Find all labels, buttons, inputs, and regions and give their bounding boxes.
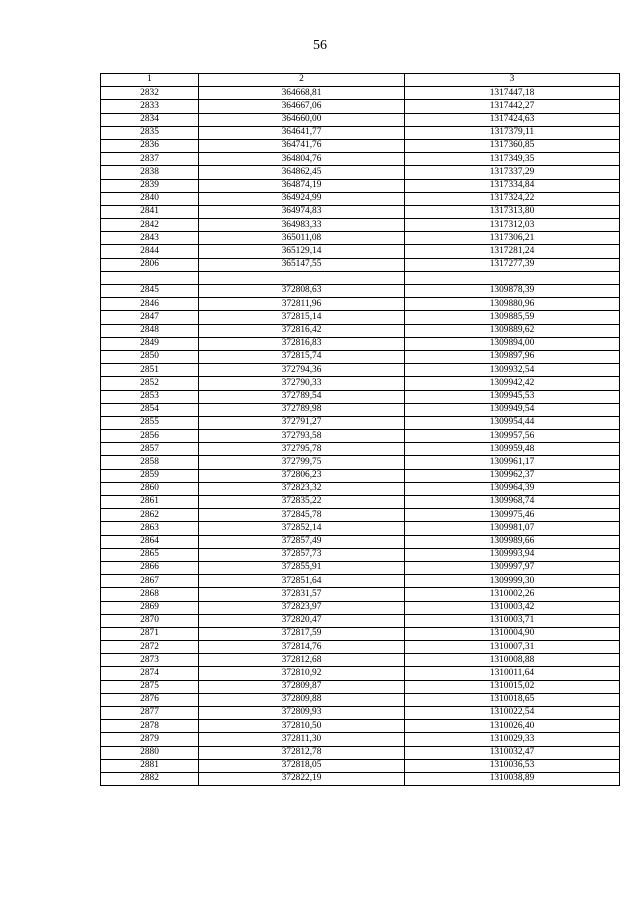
table-cell: 2869: [101, 601, 199, 614]
table-cell: 372806,23: [199, 469, 405, 482]
table-cell: 2878: [101, 720, 199, 733]
table-cell: 2842: [101, 219, 199, 232]
table-cell: 2859: [101, 469, 199, 482]
table-cell: 372851,64: [199, 575, 405, 588]
table-row: [101, 377, 620, 390]
table-row: [101, 482, 620, 495]
table-row: [101, 153, 620, 166]
table-cell: 1317379,11: [405, 126, 620, 139]
table-cell: 1309997,97: [405, 561, 620, 574]
table-row: [101, 548, 620, 561]
table-cell: 372791,27: [199, 416, 405, 429]
page-number: 56: [313, 38, 327, 53]
table-cell: 1309993,94: [405, 548, 620, 561]
table-cell: 372857,73: [199, 548, 405, 561]
table-header-row: [101, 74, 620, 87]
table-cell: 364641,77: [199, 126, 405, 139]
table-cell: 372812,68: [199, 654, 405, 667]
table-row: [101, 403, 620, 416]
table-cell: 372820,47: [199, 614, 405, 627]
table-row: [101, 126, 620, 139]
table-cell: 2846: [101, 298, 199, 311]
table-row: [101, 245, 620, 258]
table-cell: 1309942,42: [405, 377, 620, 390]
table-row: [101, 535, 620, 548]
table-cell: 364741,76: [199, 139, 405, 152]
table-cell: 372812,78: [199, 746, 405, 759]
table-cell: 372818,05: [199, 759, 405, 772]
table-cell: 2862: [101, 509, 199, 522]
table-row: [101, 324, 620, 337]
table-cell: 1310022,54: [405, 707, 620, 720]
table-cell: 2836: [101, 139, 199, 152]
coordinates-table: [100, 73, 620, 786]
table-cell: 2871: [101, 627, 199, 640]
table-cell: 372816,42: [199, 324, 405, 337]
table-cell: 1310002,26: [405, 588, 620, 601]
table-cell: 2838: [101, 166, 199, 179]
table-row: [101, 430, 620, 443]
table-cell: 2858: [101, 456, 199, 469]
table-cell: 1317334,84: [405, 179, 620, 192]
table-cell: 1310026,40: [405, 720, 620, 733]
table-cell: 1310003,42: [405, 601, 620, 614]
table-cell: 2873: [101, 654, 199, 667]
table-cell: 372809,87: [199, 680, 405, 693]
table-row: [101, 416, 620, 429]
table-cell: 1317324,22: [405, 192, 620, 205]
table-cell: 2865: [101, 548, 199, 561]
table-row: [101, 113, 620, 126]
table-cell: 2876: [101, 693, 199, 706]
table-cell: 2855: [101, 416, 199, 429]
table-cell: 364667,06: [199, 100, 405, 113]
table-row: [101, 139, 620, 152]
table-row: [101, 614, 620, 627]
table-cell: 2872: [101, 641, 199, 654]
column-header: 1: [101, 74, 199, 87]
table-row: [101, 641, 620, 654]
table-cell: 1309894,00: [405, 337, 620, 350]
table-row: [101, 693, 620, 706]
table-cell: 1309885,59: [405, 311, 620, 324]
table-cell: 1317424,63: [405, 113, 620, 126]
table-row: [101, 298, 620, 311]
table-cell: 372809,88: [199, 693, 405, 706]
table-cell: 372811,96: [199, 298, 405, 311]
table-row: [101, 707, 620, 720]
table-row: [101, 601, 620, 614]
table-cell: 1310032,47: [405, 746, 620, 759]
table-row: [101, 192, 620, 205]
table-cell: 1309975,46: [405, 509, 620, 522]
table-cell: 372822,19: [199, 772, 405, 785]
table-cell: 2854: [101, 403, 199, 416]
table-cell: 364974,83: [199, 205, 405, 218]
table-cell: 372811,30: [199, 733, 405, 746]
table-cell: 2835: [101, 126, 199, 139]
table-cell: 372793,58: [199, 430, 405, 443]
table-row: [101, 311, 620, 324]
table-cell: 372794,36: [199, 364, 405, 377]
table-cell: 1309878,39: [405, 285, 620, 298]
table-cell: 2834: [101, 113, 199, 126]
table-cell: 372790,33: [199, 377, 405, 390]
table-cell: 1309999,30: [405, 575, 620, 588]
table-cell: 1317277,39: [405, 258, 620, 271]
table-row: [101, 772, 620, 785]
table-cell: 2848: [101, 324, 199, 337]
table-row: [101, 285, 620, 298]
table-row: [101, 522, 620, 535]
table-cell: 2833: [101, 100, 199, 113]
table-row: [101, 390, 620, 403]
table-cell: 372789,98: [199, 403, 405, 416]
table-cell: 2853: [101, 390, 199, 403]
table-cell: 372817,59: [199, 627, 405, 640]
table-cell: 1310029,33: [405, 733, 620, 746]
table-body: [101, 87, 620, 786]
table-cell: 2832: [101, 87, 199, 100]
table-cell: 2850: [101, 350, 199, 363]
table-cell: 1309957,56: [405, 430, 620, 443]
table-cell: 1317312,03: [405, 219, 620, 232]
table-cell: 364862,45: [199, 166, 405, 179]
table-row: [101, 100, 620, 113]
table-cell: 2882: [101, 772, 199, 785]
table-row: [101, 232, 620, 245]
table-cell: 1310007,31: [405, 641, 620, 654]
table-cell: 2881: [101, 759, 199, 772]
table-cell: 2806: [101, 258, 199, 271]
table-row: [101, 87, 620, 100]
table-cell: 1309954,44: [405, 416, 620, 429]
table-row: [101, 166, 620, 179]
table-cell: 2847: [101, 311, 199, 324]
table-cell: 372816,83: [199, 337, 405, 350]
table-cell: 372814,76: [199, 641, 405, 654]
table-cell: 1317313,80: [405, 205, 620, 218]
table-cell: 372823,32: [199, 482, 405, 495]
table-cell: 1317306,21: [405, 232, 620, 245]
table-cell: 372852,14: [199, 522, 405, 535]
table-cell: 1309945,53: [405, 390, 620, 403]
table-cell: 372823,97: [199, 601, 405, 614]
table-cell: 1310011,64: [405, 667, 620, 680]
table-cell: 365129,14: [199, 245, 405, 258]
table-cell: 1317281,24: [405, 245, 620, 258]
table-cell: 1317360,85: [405, 139, 620, 152]
table-cell: 2844: [101, 245, 199, 258]
table-cell: 372835,22: [199, 496, 405, 509]
table-cell: 2851: [101, 364, 199, 377]
table-cell: 1317337,29: [405, 166, 620, 179]
table-cell: 2874: [101, 667, 199, 680]
table-cell: 1310004,90: [405, 627, 620, 640]
table-cell: 1309961,17: [405, 456, 620, 469]
table-cell: 2856: [101, 430, 199, 443]
table-row: [101, 219, 620, 232]
table-cell: 372855,91: [199, 561, 405, 574]
table-cell: 1309989,66: [405, 535, 620, 548]
table-cell: 1309880,96: [405, 298, 620, 311]
table-cell: 364804,76: [199, 153, 405, 166]
column-header: 3: [405, 74, 620, 87]
table-row: [101, 561, 620, 574]
table-cell: 2840: [101, 192, 199, 205]
table-cell: 364668,81: [199, 87, 405, 100]
table-row: [101, 746, 620, 759]
table-row: [101, 680, 620, 693]
table-cell: 2875: [101, 680, 199, 693]
table-row: [101, 509, 620, 522]
table-cell: 1309968,74: [405, 496, 620, 509]
table-row: [101, 496, 620, 509]
table-cell: 2880: [101, 746, 199, 759]
table-cell: 2843: [101, 232, 199, 245]
table-cell: 1309932,54: [405, 364, 620, 377]
table-cell: 1310018,65: [405, 693, 620, 706]
table-row: [101, 627, 620, 640]
table-cell: 1317349,35: [405, 153, 620, 166]
table-cell: 364660,00: [199, 113, 405, 126]
table-cell: 365147,55: [199, 258, 405, 271]
table-cell: 372845,78: [199, 509, 405, 522]
table-row: [101, 720, 620, 733]
table-row: [101, 733, 620, 746]
table-cell: 2866: [101, 561, 199, 574]
table-cell: 372795,78: [199, 443, 405, 456]
table-cell: 2837: [101, 153, 199, 166]
table-cell: 364924,99: [199, 192, 405, 205]
table-cell: 372808,63: [199, 285, 405, 298]
table-cell: 2857: [101, 443, 199, 456]
table-cell: 372810,50: [199, 720, 405, 733]
table-cell: 372809,93: [199, 707, 405, 720]
table-cell: 372831,57: [199, 588, 405, 601]
table-row: [101, 350, 620, 363]
table-cell: 2868: [101, 588, 199, 601]
table-cell: 372799,75: [199, 456, 405, 469]
table-row: [101, 654, 620, 667]
table-cell: 1317442,27: [405, 100, 620, 113]
table-cell: 1310008,88: [405, 654, 620, 667]
table-row: [101, 575, 620, 588]
table-row: [101, 258, 620, 271]
table-separator-row: [101, 271, 620, 284]
table-cell: 2864: [101, 535, 199, 548]
table-cell: 372810,92: [199, 667, 405, 680]
table-cell: 2845: [101, 285, 199, 298]
table-row: [101, 179, 620, 192]
table-cell: [405, 271, 620, 284]
table-cell: 1309964,39: [405, 482, 620, 495]
table-row: [101, 469, 620, 482]
table-cell: [101, 271, 199, 284]
table-row: [101, 667, 620, 680]
table-row: [101, 456, 620, 469]
table-cell: 2863: [101, 522, 199, 535]
table-cell: 1309962,37: [405, 469, 620, 482]
table-cell: 372815,14: [199, 311, 405, 324]
table-row: [101, 205, 620, 218]
table-cell: 1309959,48: [405, 443, 620, 456]
table-cell: 2877: [101, 707, 199, 720]
table-cell: 2860: [101, 482, 199, 495]
table-row: [101, 337, 620, 350]
table-row: [101, 364, 620, 377]
table-cell: 2867: [101, 575, 199, 588]
table-cell: 2839: [101, 179, 199, 192]
table-cell: 2852: [101, 377, 199, 390]
table-cell: 1310036,53: [405, 759, 620, 772]
table-cell: 2849: [101, 337, 199, 350]
table-cell: 2879: [101, 733, 199, 746]
table-cell: 1310003,71: [405, 614, 620, 627]
table-cell: 365011,08: [199, 232, 405, 245]
table-cell: 1309897,96: [405, 350, 620, 363]
table-cell: 372815,74: [199, 350, 405, 363]
table-cell: 364983,33: [199, 219, 405, 232]
table-cell: 2861: [101, 496, 199, 509]
table-cell: 372857,49: [199, 535, 405, 548]
table-cell: 372789,54: [199, 390, 405, 403]
column-header: 2: [199, 74, 405, 87]
table-cell: [199, 271, 405, 284]
table-cell: 1317447,18: [405, 87, 620, 100]
table-cell: 1310015,02: [405, 680, 620, 693]
table-cell: 2841: [101, 205, 199, 218]
table-cell: 1309889,62: [405, 324, 620, 337]
table-cell: 364874,19: [199, 179, 405, 192]
table-row: [101, 588, 620, 601]
table-cell: 1309949,54: [405, 403, 620, 416]
table-cell: 1310038,89: [405, 772, 620, 785]
table-row: [101, 759, 620, 772]
table-cell: 1309981,07: [405, 522, 620, 535]
table-cell: 2870: [101, 614, 199, 627]
table-row: [101, 443, 620, 456]
